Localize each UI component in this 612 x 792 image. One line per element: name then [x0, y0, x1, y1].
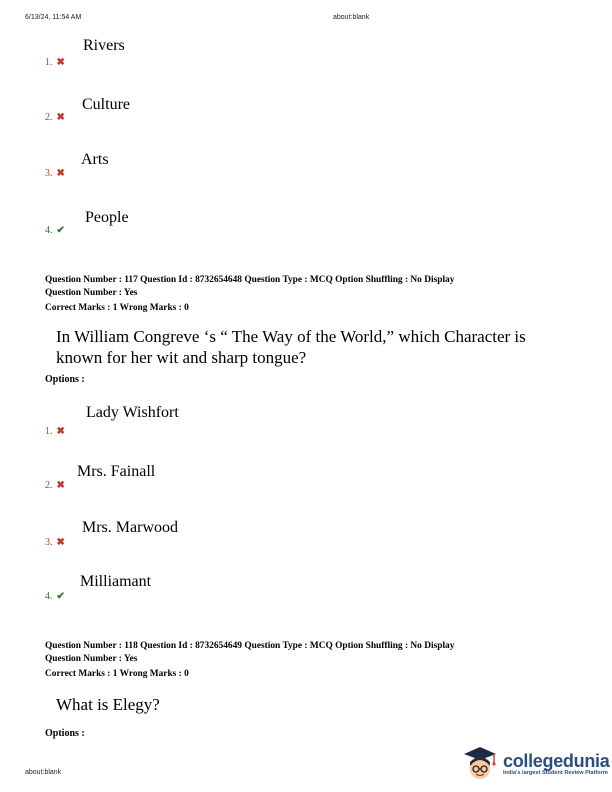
- check-icon: ✔: [56, 591, 65, 602]
- cross-icon: ✖: [56, 168, 65, 179]
- cross-icon: ✖: [56, 112, 65, 123]
- mascot-icon: [461, 744, 499, 784]
- options-label: Options :: [45, 374, 85, 385]
- option-text: Culture: [82, 96, 130, 113]
- option-text: Arts: [81, 151, 109, 168]
- question-meta: Question Number : 118 Question Id : 8732654649 Question Type : MCQ Option Shuffling : No Display: [45, 641, 455, 651]
- question-meta: Question Number : 117 Question Id : 8732654648 Question Type : MCQ Option Shuffling : No Display: [45, 275, 455, 285]
- option-text: Mrs. Fainall: [77, 463, 156, 480]
- option-number: [45, 426, 65, 437]
- collegedunia-logo: [461, 744, 609, 784]
- option-number: [45, 57, 65, 68]
- option-index: 4.: [45, 591, 53, 602]
- question-marks: Correct Marks : 1 Wrong Marks : 0: [45, 669, 189, 679]
- question-text: [56, 326, 576, 368]
- question-text-line: In William Congreve ‘s “ The Way of the World,” which Character is: [56, 327, 526, 346]
- cross-icon: ✖: [56, 426, 65, 437]
- cross-icon: ✖: [56, 480, 65, 491]
- option-index: 3.: [45, 168, 53, 179]
- check-icon: ✔: [56, 225, 65, 236]
- logo-text: [503, 752, 609, 777]
- option-number: [45, 480, 65, 491]
- option-number: [45, 591, 65, 602]
- option-index: 2.: [45, 480, 53, 491]
- option-text: Lady Wishfort: [86, 404, 179, 421]
- question-marks: Correct Marks : 1 Wrong Marks : 0: [45, 303, 189, 313]
- print-footer-url: about:blank: [25, 769, 62, 776]
- option-index: 2.: [45, 112, 53, 123]
- options-label: Options :: [45, 728, 85, 739]
- option-text: Milliamant: [80, 573, 152, 590]
- option-index: 4.: [45, 225, 53, 236]
- question-text-line: known for her wit and sharp tongue?: [56, 348, 307, 367]
- cross-icon: ✖: [56, 537, 65, 548]
- cross-icon: ✖: [56, 57, 65, 68]
- option-index: 1.: [45, 57, 53, 68]
- print-datetime: 6/13/24, 11:54 AM: [25, 14, 82, 21]
- option-number: [45, 168, 65, 179]
- question-text: What is Elegy?: [56, 695, 160, 714]
- print-page-title: about:blank: [333, 14, 370, 21]
- option-text: People: [85, 209, 129, 226]
- option-number: [45, 225, 65, 236]
- option-index: 3.: [45, 537, 53, 548]
- question-meta-line2: Question Number : Yes: [45, 654, 138, 664]
- question-meta-line2: Question Number : Yes: [45, 288, 138, 298]
- option-text: Mrs. Marwood: [82, 519, 178, 536]
- option-text: Rivers: [83, 37, 125, 54]
- logo-name: collegedunia: [503, 750, 610, 771]
- option-number: [45, 112, 65, 123]
- option-index: 1.: [45, 426, 53, 437]
- option-number: [45, 537, 65, 548]
- logo-tagline: India's largest Student Review Platform: [503, 769, 608, 776]
